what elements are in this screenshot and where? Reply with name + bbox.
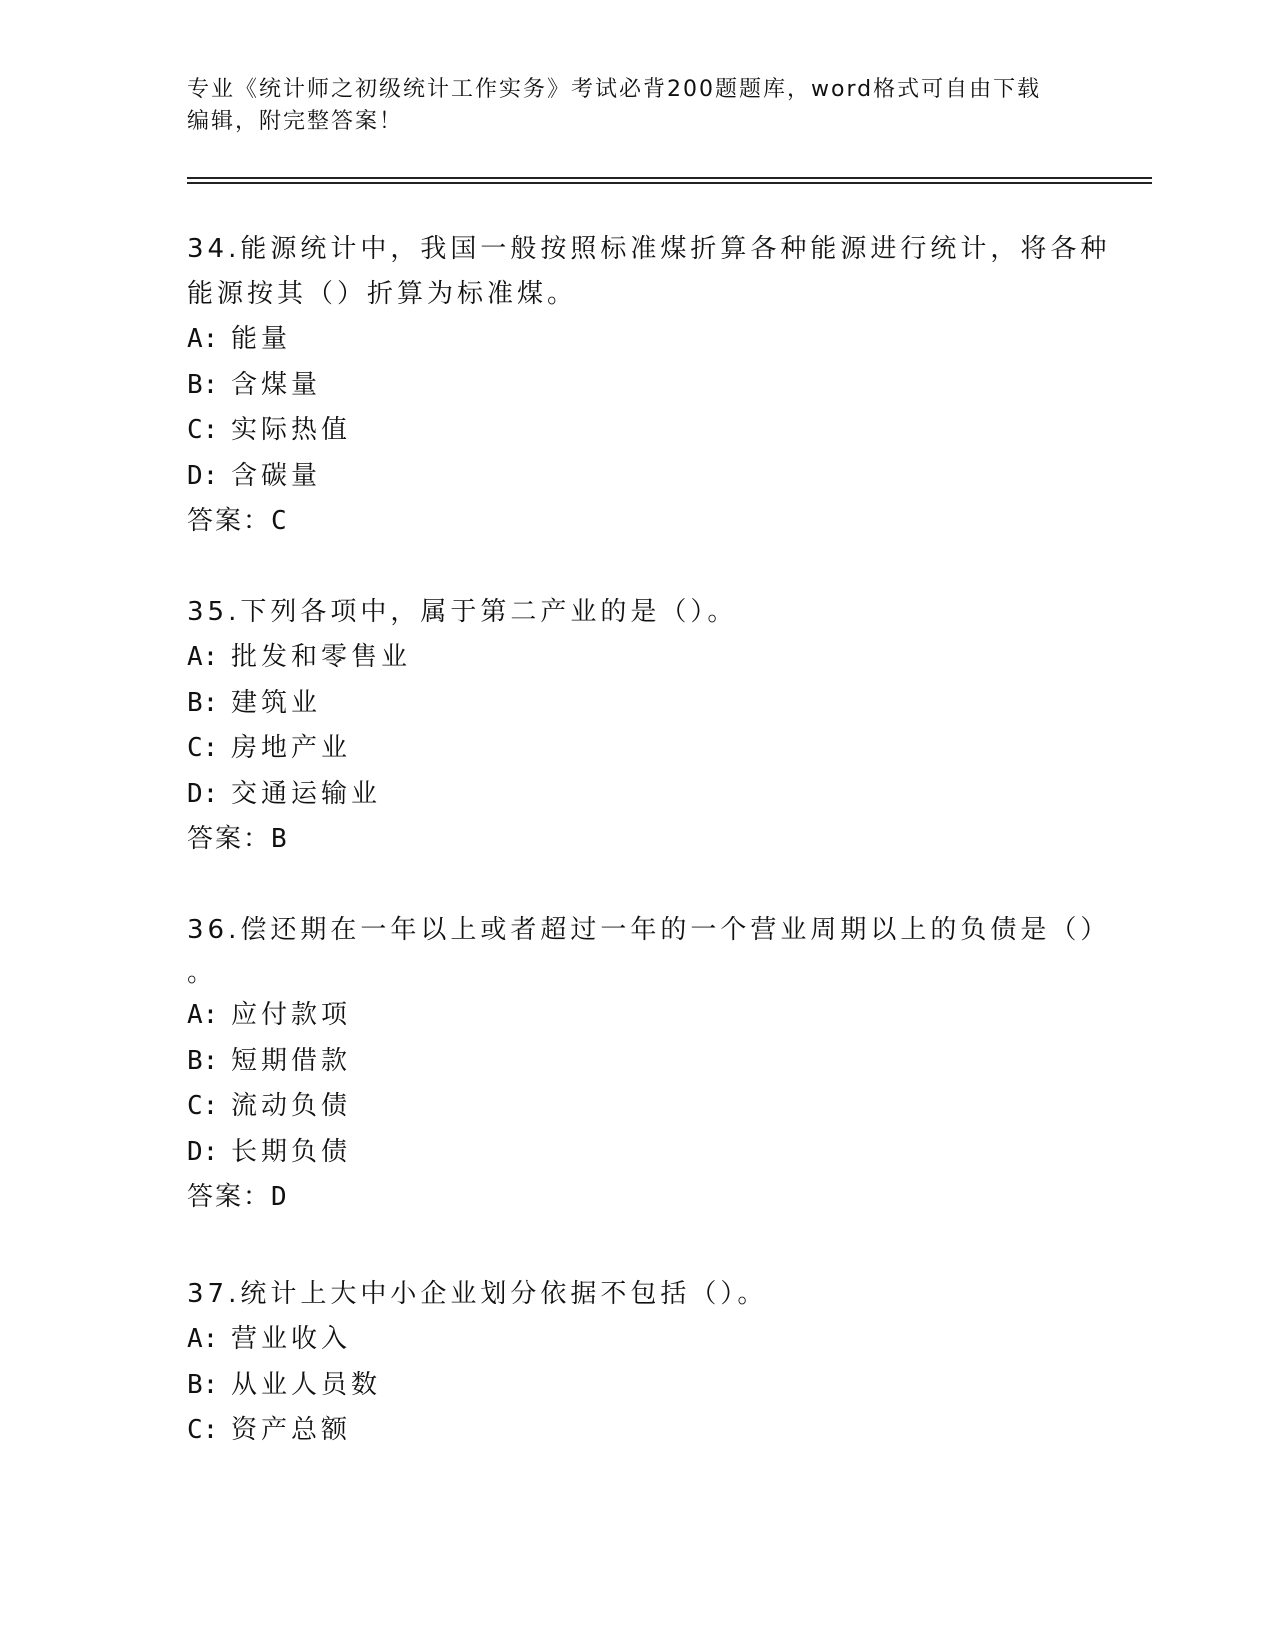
option-letter: B:: [187, 687, 219, 718]
option-letter: B:: [187, 1369, 219, 1400]
option-a: [187, 635, 1087, 681]
option-c: [187, 408, 1087, 454]
option-d: [187, 1130, 1087, 1176]
question-stem-line-1: 35.下列各项中，属于第二产业的是（）。: [187, 597, 738, 627]
question-34: [187, 227, 1111, 544]
option-letter: C:: [187, 733, 219, 763]
option-text: 交通运输业: [231, 778, 382, 809]
option-letter: D:: [187, 778, 219, 809]
answer-line: [187, 499, 1087, 544]
option-text: 含碳量: [231, 460, 322, 491]
option-letter: B:: [187, 369, 219, 400]
answer-value: B: [271, 824, 287, 854]
question-stem-line-2: 能源按其（）折算为标准煤。: [187, 279, 578, 309]
option-letter: C:: [187, 1415, 219, 1445]
question-37: [187, 1272, 1087, 1454]
option-a: [187, 317, 1087, 363]
header-line-1: 专业《统计师之初级统计工作实务》考试必背200题题库，word格式可自由下载: [187, 77, 1042, 102]
question-stem-line-1: 36.偿还期在一年以上或者超过一年的一个营业周期以上的负债是（）: [187, 915, 1111, 945]
question-stem-line-1: 37.统计上大中小企业划分依据不包括（）。: [187, 1279, 768, 1309]
question-35: [187, 590, 1087, 862]
question-36: [187, 908, 1111, 1220]
option-letter: A:: [187, 324, 219, 354]
option-a: [187, 1317, 1087, 1363]
header-divider-top: [187, 177, 1152, 179]
option-text: 批发和零售业: [231, 642, 412, 672]
option-letter: B:: [187, 1045, 219, 1076]
option-text: 房地产业: [231, 733, 352, 763]
answer-label: 答案：: [187, 1182, 272, 1212]
option-letter: C:: [187, 415, 219, 445]
option-text: 流动负债: [231, 1091, 352, 1121]
option-b: [187, 681, 1087, 727]
question-stem-line-1: 34.能源统计中，我国一般按照标准煤折算各种能源进行统计，将各种: [187, 234, 1111, 264]
option-text: 应付款项: [231, 1000, 352, 1030]
question-stem-line-2: 。: [187, 958, 218, 988]
document-header: [187, 74, 1087, 138]
option-text: 建筑业: [231, 687, 322, 718]
answer-label: 答案：: [187, 824, 272, 854]
answer-label: 答案：: [187, 506, 272, 536]
option-text: 营业收入: [231, 1324, 352, 1354]
answer-value: D: [271, 1182, 287, 1212]
option-c: [187, 1408, 1087, 1454]
option-c: [187, 1084, 1087, 1130]
option-d: [187, 454, 1087, 500]
option-b: [187, 1363, 1087, 1409]
answer-value: C: [271, 506, 287, 536]
option-letter: A:: [187, 1000, 219, 1030]
header-divider-bottom: [187, 182, 1152, 184]
option-text: 能量: [231, 324, 292, 354]
option-text: 长期负债: [231, 1136, 352, 1167]
option-text: 从业人员数: [231, 1369, 382, 1400]
option-d: [187, 772, 1087, 818]
option-letter: A:: [187, 1324, 219, 1354]
answer-line: [187, 817, 1087, 862]
option-text: 短期借款: [231, 1045, 352, 1076]
option-text: 实际热值: [231, 415, 352, 445]
option-b: [187, 1039, 1087, 1085]
option-a: [187, 993, 1087, 1039]
option-text: 含煤量: [231, 369, 322, 400]
option-b: [187, 363, 1087, 409]
option-letter: D:: [187, 1136, 219, 1167]
option-letter: C:: [187, 1091, 219, 1121]
answer-line: [187, 1175, 1087, 1220]
option-letter: D:: [187, 460, 219, 491]
option-c: [187, 726, 1087, 772]
option-letter: A:: [187, 642, 219, 672]
option-text: 资产总额: [231, 1415, 352, 1445]
header-line-2: 编辑，附完整答案！: [187, 109, 404, 134]
